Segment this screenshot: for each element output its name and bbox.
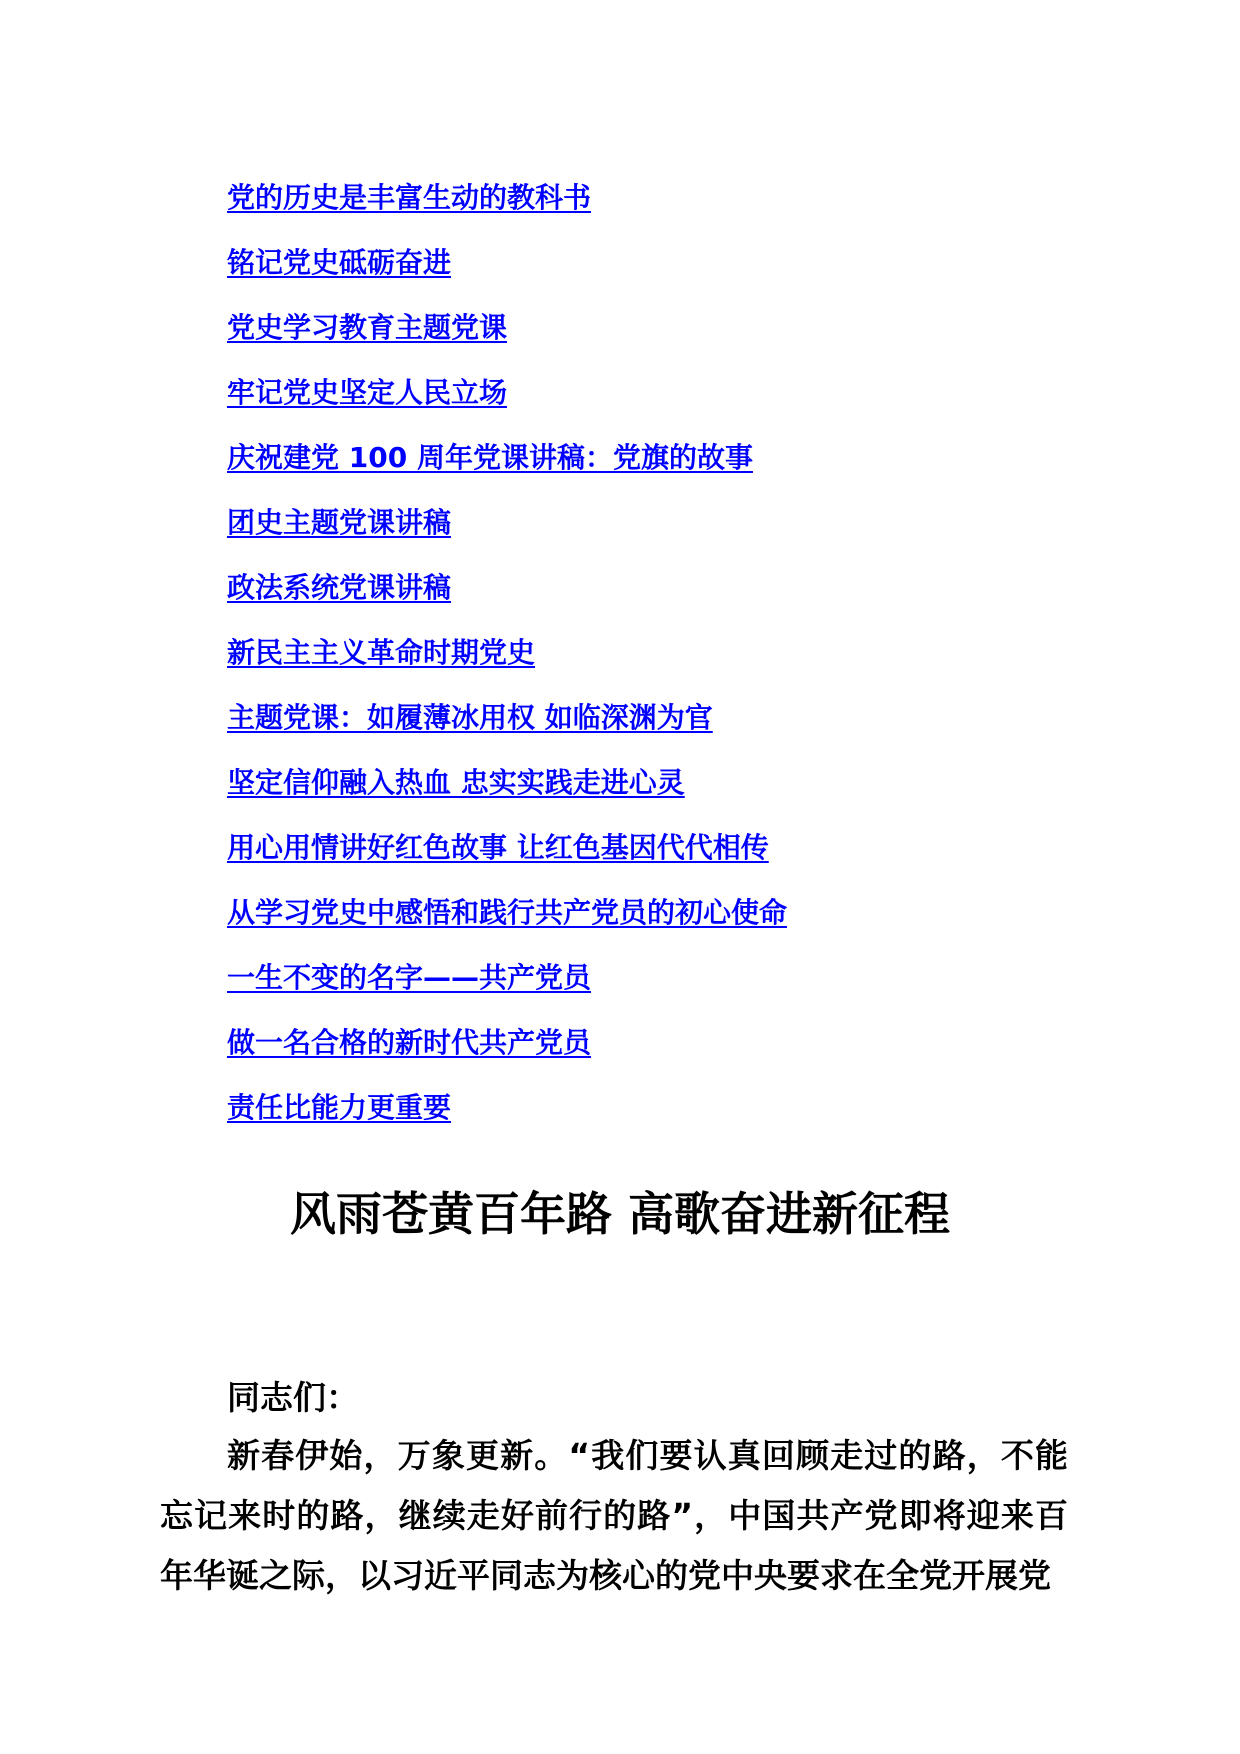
toc-link[interactable]: 坚定信仰融入热血 忠实实践走进心灵 (227, 766, 685, 799)
toc-link[interactable]: 责任比能力更重要 (227, 1091, 452, 1124)
salutation: 同志们： (227, 1378, 359, 1417)
toc-link[interactable]: 从学习党史中感悟和践行共产党员的初心使命 (227, 896, 788, 929)
toc-item (227, 952, 787, 1017)
toc-item (227, 627, 787, 692)
toc-item (227, 1017, 787, 1082)
toc-link[interactable]: 铭记党史砥砺奋进 (227, 246, 452, 279)
toc-link-list (227, 172, 787, 1147)
toc-item (227, 237, 787, 302)
toc-link[interactable]: 党史学习教育主题党课 (227, 311, 508, 344)
toc-item (227, 692, 787, 757)
toc-item (227, 432, 787, 497)
toc-item (227, 887, 787, 952)
toc-link[interactable]: 主题党课：如履薄冰用权 如临深渊为官 (227, 701, 713, 734)
toc-item (227, 757, 787, 822)
toc-link[interactable]: 庆祝建党 100 周年党课讲稿：党旗的故事 (227, 441, 753, 474)
toc-item (227, 367, 787, 432)
toc-link[interactable]: 新民主主义革命时期党史 (227, 636, 536, 669)
toc-link[interactable]: 团史主题党课讲稿 (227, 506, 452, 539)
toc-item (227, 822, 787, 887)
toc-item (227, 562, 787, 627)
toc-link[interactable]: 用心用情讲好红色故事 让红色基因代代相传 (227, 831, 769, 864)
toc-link[interactable]: 一生不变的名字——共产党员 (227, 961, 592, 994)
toc-link[interactable]: 政法系统党课讲稿 (227, 571, 452, 604)
toc-item (227, 172, 787, 237)
toc-link[interactable]: 做一名合格的新时代共产党员 (227, 1026, 592, 1059)
toc-item (227, 302, 787, 367)
toc-item (227, 1082, 787, 1147)
document-title: 风雨苍黄百年路 高歌奋进新征程 (289, 1187, 950, 1241)
body-paragraph: 新春伊始，万象更新。“我们要认真回顾走过的路，不能忘记来时的路，继续走好前行的路”，中国共产党即将迎来百年华诞之际，以习近平同志为核心的党中央要求在全党开展党 (160, 1436, 1068, 1595)
toc-link[interactable]: 党的历史是丰富生动的教科书 (227, 181, 592, 214)
toc-link[interactable]: 牢记党史坚定人民立场 (227, 376, 508, 409)
toc-item (227, 497, 787, 562)
